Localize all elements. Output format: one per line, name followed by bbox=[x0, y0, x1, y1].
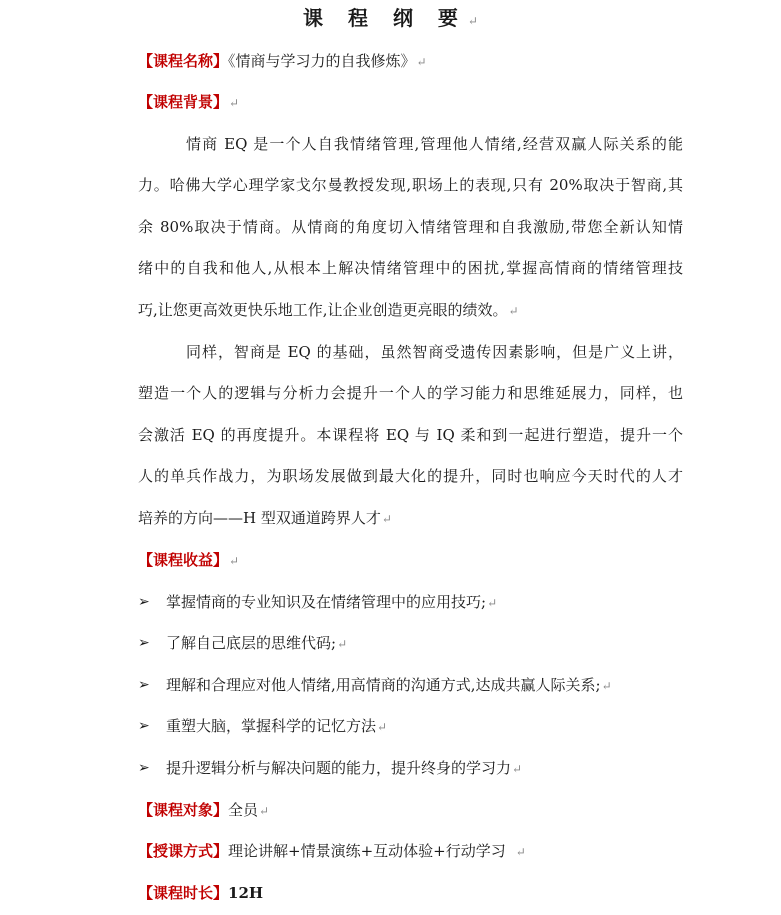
arrow-bullet-icon: ➢ bbox=[138, 718, 150, 734]
paragraph-mark: ↵ bbox=[515, 845, 526, 859]
background-p2-line: 塑造一个人的逻辑与分析力会提升一个人的学习能力和思维延展力，同样，也 bbox=[138, 384, 683, 402]
paragraph-mark: ↵ bbox=[377, 720, 388, 734]
paragraph-mark: ↵ bbox=[337, 637, 348, 651]
background-p2-line: 会激活 EQ 的再度提升。本课程将 EQ 与 IQ 柔和到一起进行塑造，提升一个 bbox=[138, 426, 683, 444]
background-p2-line-last bbox=[138, 507, 683, 530]
benefit-item-text: 理解和合理应对他人情绪,用高情商的沟通方式,达成共赢人际关系; bbox=[166, 676, 601, 694]
course-audience-value: 全员 bbox=[228, 801, 259, 819]
paragraph-mark: ↵ bbox=[381, 512, 392, 526]
arrow-bullet-icon: ➢ bbox=[138, 677, 150, 693]
background-p1-line: 余 80%取决于情商。从情商的角度切入情绪管理和自我激励,带您全新认知情 bbox=[138, 218, 683, 236]
arrow-bullet-icon: ➢ bbox=[138, 594, 150, 610]
benefit-item-text: 了解自己底层的思维代码; bbox=[166, 634, 337, 652]
background-p1-line: 绪中的自我和他人,从根本上解决情绪管理中的困扰,掌握高情商的情绪管理技 bbox=[138, 259, 683, 277]
background-p1-line: 力。哈佛大学心理学家戈尔曼教授发现,职场上的表现,只有 20%取决于智商,其 bbox=[138, 176, 683, 194]
benefit-item-text: 掌握情商的专业知识及在情绪管理中的应用技巧; bbox=[166, 593, 487, 611]
benefit-item bbox=[166, 757, 522, 780]
course-duration-row bbox=[138, 882, 683, 904]
background-p2-line: 培养的方向——H 型双通道跨界人才 bbox=[138, 509, 381, 527]
paragraph-mark: ↵ bbox=[512, 762, 523, 776]
background-p1-line: 情商 EQ 是一个人自我情绪管理,管理他人情绪,经营双赢人际关系的能 bbox=[186, 135, 683, 153]
benefit-item-text: 提升逻辑分析与解决问题的能力，提升终身的学习力 bbox=[166, 759, 512, 777]
course-benefits-heading bbox=[138, 549, 683, 572]
arrow-bullet-icon: ➢ bbox=[138, 760, 150, 776]
title-text: 课 程 纲 要 bbox=[303, 6, 467, 30]
teaching-method-label: 【授课方式】 bbox=[138, 842, 229, 860]
benefit-item bbox=[166, 715, 387, 738]
course-background-heading bbox=[138, 91, 683, 114]
paragraph-mark: ↵ bbox=[229, 96, 240, 110]
course-audience-label: 【课程对象】 bbox=[138, 801, 229, 819]
document-title bbox=[0, 4, 781, 35]
course-duration-value: 12H bbox=[228, 884, 264, 902]
arrow-bullet-icon: ➢ bbox=[138, 635, 150, 651]
course-background-label: 【课程背景】 bbox=[138, 93, 229, 111]
benefit-item bbox=[166, 591, 497, 614]
course-audience-row bbox=[138, 799, 683, 822]
teaching-method-value: 理论讲解+情景演练+互动体验+行动学习 bbox=[228, 842, 506, 860]
benefit-item-text: 重塑大脑，掌握科学的记忆方法 bbox=[166, 717, 377, 735]
teaching-method-row bbox=[138, 840, 683, 863]
course-duration-label: 【课程时长】 bbox=[138, 884, 229, 902]
course-benefits-label: 【课程收益】 bbox=[138, 551, 229, 569]
paragraph-mark: ↵ bbox=[229, 554, 240, 568]
course-name-value: 《情商与学习力的自我修炼》 bbox=[228, 52, 416, 70]
background-p1-line: 巧,让您更高效更快乐地工作,让企业创造更亮眼的绩效。 bbox=[138, 301, 508, 319]
paragraph-mark: ↵ bbox=[416, 55, 427, 69]
paragraph-mark: ↵ bbox=[508, 304, 519, 318]
background-p1-line-last bbox=[138, 299, 683, 322]
background-p2-line: 人的单兵作战力，为职场发展做到最大化的提升，同时也响应今天时代的人才 bbox=[138, 467, 683, 485]
course-name-row bbox=[138, 50, 683, 73]
background-p2-line: 同样，智商是 EQ 的基础，虽然智商受遗传因素影响，但是广义上讲， bbox=[186, 343, 683, 361]
paragraph-mark: ↵ bbox=[601, 679, 612, 693]
course-name-label: 【课程名称】 bbox=[138, 52, 229, 70]
paragraph-mark: ↵ bbox=[467, 14, 478, 28]
paragraph-mark: ↵ bbox=[487, 596, 498, 610]
benefit-item bbox=[166, 632, 347, 655]
paragraph-mark: ↵ bbox=[259, 804, 270, 818]
benefit-item bbox=[166, 674, 612, 697]
